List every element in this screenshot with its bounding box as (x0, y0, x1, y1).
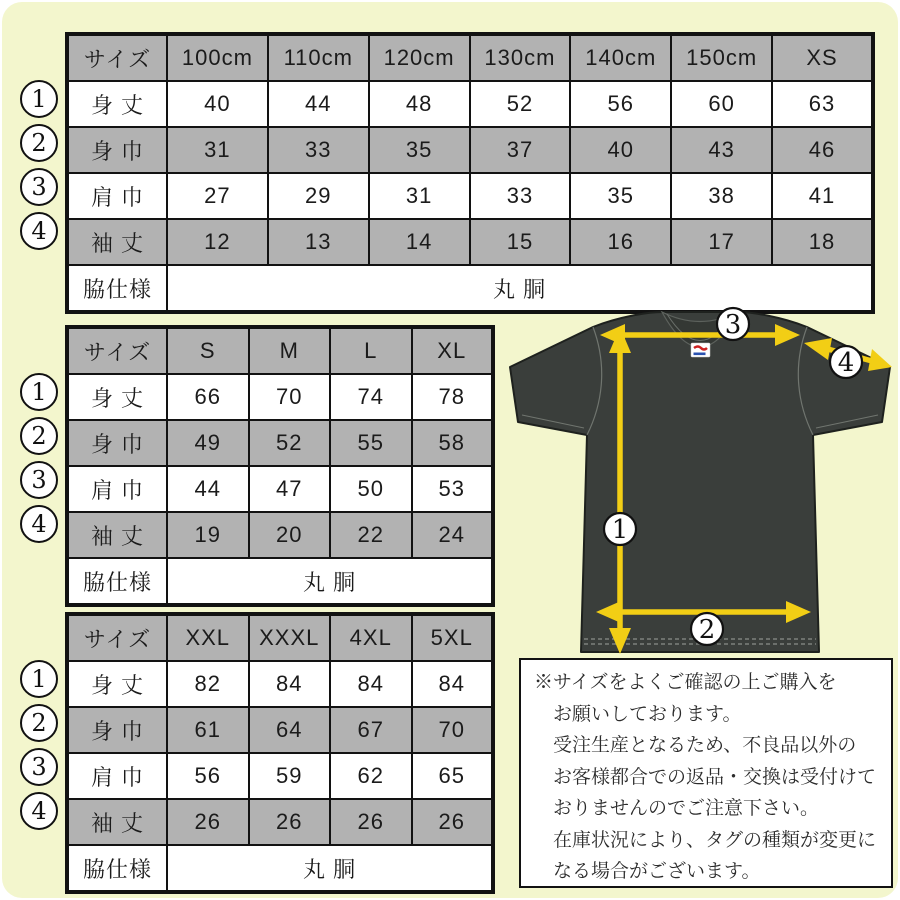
measurement-value: 19 (167, 512, 249, 558)
size-corner-header: サイズ (67, 614, 167, 661)
big-size-table-block (20, 612, 495, 894)
big-size-table (65, 612, 495, 894)
size-column-header: XS (772, 34, 873, 81)
measurement-value: 63 (772, 81, 873, 127)
row-number-badge: 3 (20, 748, 58, 786)
measurement-value: 26 (412, 799, 494, 845)
measurement-value: 29 (268, 173, 369, 219)
row-number-badge: 1 (20, 660, 58, 698)
svg-text:1: 1 (611, 515, 629, 545)
size-column-header: L (330, 327, 412, 374)
measurement-row-label: 袖 丈 (67, 512, 167, 558)
note-line: おりませんのでご注意下さい。 (553, 798, 820, 819)
measurement-value: 31 (369, 173, 470, 219)
measurement-row-label: 身 丈 (67, 374, 167, 420)
tshirt-measurement-diagram (500, 305, 900, 655)
adult-size-table-block (20, 325, 495, 607)
measurement-value: 26 (249, 799, 331, 845)
side-spec-label: 脇仕様 (67, 265, 167, 312)
svg-text:4: 4 (837, 348, 855, 378)
measurement-value: 64 (249, 707, 331, 753)
measure-badge-1 (604, 513, 636, 545)
size-column-header: XXXL (249, 614, 331, 661)
measurement-row-label: 身 巾 (67, 420, 167, 466)
measurement-value: 24 (412, 512, 494, 558)
measurement-value: 16 (570, 219, 671, 265)
measurement-row-label: 肩 巾 (67, 753, 167, 799)
measurement-value: 43 (671, 127, 772, 173)
size-column-header: M (249, 327, 331, 374)
measurement-value: 37 (470, 127, 571, 173)
measurement-value: 15 (470, 219, 571, 265)
note-line: ※サイズをよくご確認の上ご購入を (534, 672, 837, 693)
measurement-value: 65 (412, 753, 494, 799)
measurement-value: 41 (772, 173, 873, 219)
size-column-header: 130cm (470, 34, 571, 81)
measure-badge-2 (691, 613, 723, 645)
measure-badge-4 (830, 346, 862, 378)
measurement-value: 27 (167, 173, 268, 219)
row-number-badge: 4 (20, 505, 58, 543)
measurement-value: 58 (412, 420, 494, 466)
measurement-row-label: 肩 巾 (67, 173, 167, 219)
side-spec-label: 脇仕様 (67, 558, 167, 605)
measurement-value: 78 (412, 374, 494, 420)
measurement-value: 35 (570, 173, 671, 219)
measurement-value: 74 (330, 374, 412, 420)
side-spec-value: 丸 胴 (167, 845, 493, 892)
side-spec-value: 丸 胴 (167, 265, 873, 312)
measurement-value: 22 (330, 512, 412, 558)
row-number-badge: 3 (20, 168, 58, 206)
measurement-value: 31 (167, 127, 268, 173)
note-line: お客様都合での返品・交換は受付けて (553, 766, 877, 788)
row-number-badge: 3 (20, 461, 58, 499)
measurement-value: 40 (570, 127, 671, 173)
size-column-header: 4XL (330, 614, 412, 661)
measurement-value: 56 (570, 81, 671, 127)
row-number-badge: 1 (20, 373, 58, 411)
measurement-value: 26 (330, 799, 412, 845)
measurement-row-label: 身 丈 (67, 81, 167, 127)
measurement-value: 62 (330, 753, 412, 799)
size-column-header: S (167, 327, 249, 374)
measurement-row-label: 身 巾 (67, 127, 167, 173)
kids-size-table-block (20, 32, 875, 314)
measurement-value: 56 (167, 753, 249, 799)
size-corner-header: サイズ (67, 327, 167, 374)
row-number-badge: 2 (20, 704, 58, 742)
measurement-value: 33 (268, 127, 369, 173)
size-column-header: 5XL (412, 614, 494, 661)
measurement-value: 13 (268, 219, 369, 265)
size-column-header: 140cm (570, 34, 671, 81)
measurement-value: 84 (412, 661, 494, 707)
measurement-value: 44 (167, 466, 249, 512)
measurement-value: 46 (772, 127, 873, 173)
row-number-badge: 4 (20, 792, 58, 830)
measurement-value: 38 (671, 173, 772, 219)
measure-badge-3 (717, 308, 749, 340)
note-line: お願いしております。 (553, 703, 742, 725)
size-column-header: 100cm (167, 34, 268, 81)
measurement-value: 70 (412, 707, 494, 753)
measurement-value: 20 (249, 512, 331, 558)
measurement-value: 26 (167, 799, 249, 845)
measurement-row-label: 身 丈 (67, 661, 167, 707)
purchase-note-box (519, 658, 893, 888)
measurement-value: 59 (249, 753, 331, 799)
measurement-value: 67 (330, 707, 412, 753)
measurement-row-label: 袖 丈 (67, 799, 167, 845)
measurement-value: 52 (249, 420, 331, 466)
measurement-value: 18 (772, 219, 873, 265)
note-line: 受注生産となるため、不良品以外の (553, 735, 857, 756)
measurement-value: 53 (412, 466, 494, 512)
row-number-badge: 1 (20, 80, 58, 118)
measurement-value: 52 (470, 81, 571, 127)
note-line: なる場合がございます。 (553, 861, 761, 882)
measurement-value: 40 (167, 81, 268, 127)
measurement-value: 55 (330, 420, 412, 466)
measurement-row-label: 袖 丈 (67, 219, 167, 265)
size-column-header: XXL (167, 614, 249, 661)
measurement-value: 48 (369, 81, 470, 127)
measurement-value: 14 (369, 219, 470, 265)
measurement-value: 47 (249, 466, 331, 512)
measurement-row-label: 肩 巾 (67, 466, 167, 512)
row-number-badge: 2 (20, 417, 58, 455)
note-line: 在庫状況により、タグの種類が変更に (553, 829, 877, 851)
measurement-value: 60 (671, 81, 772, 127)
measurement-value: 44 (268, 81, 369, 127)
row-number-badge: 4 (20, 212, 58, 250)
measurement-value: 70 (249, 374, 331, 420)
side-spec-value: 丸 胴 (167, 558, 493, 605)
measurement-value: 66 (167, 374, 249, 420)
measurement-value: 84 (249, 661, 331, 707)
side-spec-label: 脇仕様 (67, 845, 167, 892)
size-column-header: 110cm (268, 34, 369, 81)
measurement-value: 50 (330, 466, 412, 512)
adult-size-table (65, 325, 495, 607)
measurement-row-label: 身 巾 (67, 707, 167, 753)
measurement-value: 84 (330, 661, 412, 707)
size-column-header: 150cm (671, 34, 772, 81)
measurement-value: 12 (167, 219, 268, 265)
measurement-value: 17 (671, 219, 772, 265)
size-corner-header: サイズ (67, 34, 167, 81)
size-column-header: XL (412, 327, 494, 374)
measurement-value: 49 (167, 420, 249, 466)
measurement-value: 61 (167, 707, 249, 753)
measurement-value: 35 (369, 127, 470, 173)
kids-size-table (65, 32, 875, 314)
measurement-value: 82 (167, 661, 249, 707)
svg-text:3: 3 (724, 310, 742, 340)
svg-text:2: 2 (698, 615, 716, 645)
row-number-badge: 2 (20, 124, 58, 162)
brand-tag (691, 343, 710, 357)
measurement-value: 33 (470, 173, 571, 219)
size-column-header: 120cm (369, 34, 470, 81)
